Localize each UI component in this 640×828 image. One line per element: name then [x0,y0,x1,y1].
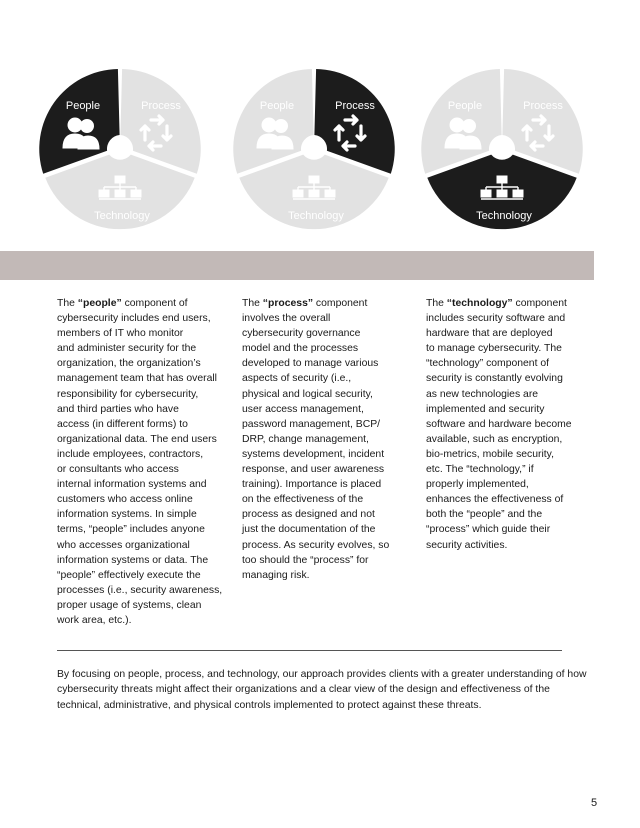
page-number: 5 [591,797,598,809]
technology-body: component includes security software and hardware that are deployed to manage cybersecurity. The “technology” component of security is constantly evolving as new technologies are implemented and security software and hardware become available, such as encryption, bio-metrics, mobile security, etc. The “technology,” if properly implemented, enhances the effectiveness of both the “people” and the “process” which guide their security activities. [426,298,572,551]
people-intro: The [57,298,78,309]
process-diagram [231,66,397,232]
people-label: People [447,100,483,112]
horizontal-rule [57,650,562,651]
people-diagram [37,66,203,232]
process-body: component involves the overall cybersecurity governance model and the processes developed to manage various aspects of security (i.e., physical and logical security, user access management, password management, BCP/ DRP, change management, systems development, incident response, and user awareness training). Importance is placed on the effectiveness of the process as designed and not just the documentation of the process. As security evolves, so too should the “process” for managing risk. [242,298,390,581]
people-label: People [65,100,101,112]
technology-term: “technology” [446,298,513,309]
people-body: component of cybersecurity includes end users, members of IT who monitor and administer security for the organization, the organization’s management team that has overall responsibility for cybersecurity, and third parties who have access (in different forms) to organizational data. The end users include employees, contractors, or consultants who access internal information systems and customers who access online information systems. In simple terms, “people” includes anyone who accesses organizational information systems or data. The “people” effectively execute the processes (i.e., security awareness, proper usage of systems, clean work area, etc.). [57,298,223,626]
process-term: “process” [262,298,314,309]
process-column [242,296,417,583]
process-label: Process [523,100,563,112]
people-description [57,296,237,628]
technology-wheel [419,66,585,232]
technology-intro: The [426,298,447,309]
process-description [242,296,417,583]
technology-label: Technology [288,210,344,222]
technology-diagram [419,66,585,232]
process-label: Process [141,100,181,112]
divider-band [0,251,594,280]
process-intro: The [242,298,263,309]
technology-label: Technology [476,210,532,222]
technology-description [426,296,606,553]
people-column [57,296,237,628]
people-wheel [37,66,203,232]
process-wheel [231,66,397,232]
people-label: People [259,100,295,112]
people-term: “people” [77,298,122,309]
summary-paragraph: By focusing on people, process, and technology, our approach provides clients with a greater understanding of how cybersecurity threats might affect their organizations and a clear view of the design and effectiveness of the technical, administrative, and physical controls implemented to protect against these threats. [57,669,587,711]
technology-label: Technology [94,210,150,222]
process-label: Process [335,100,375,112]
technology-column [426,296,606,553]
